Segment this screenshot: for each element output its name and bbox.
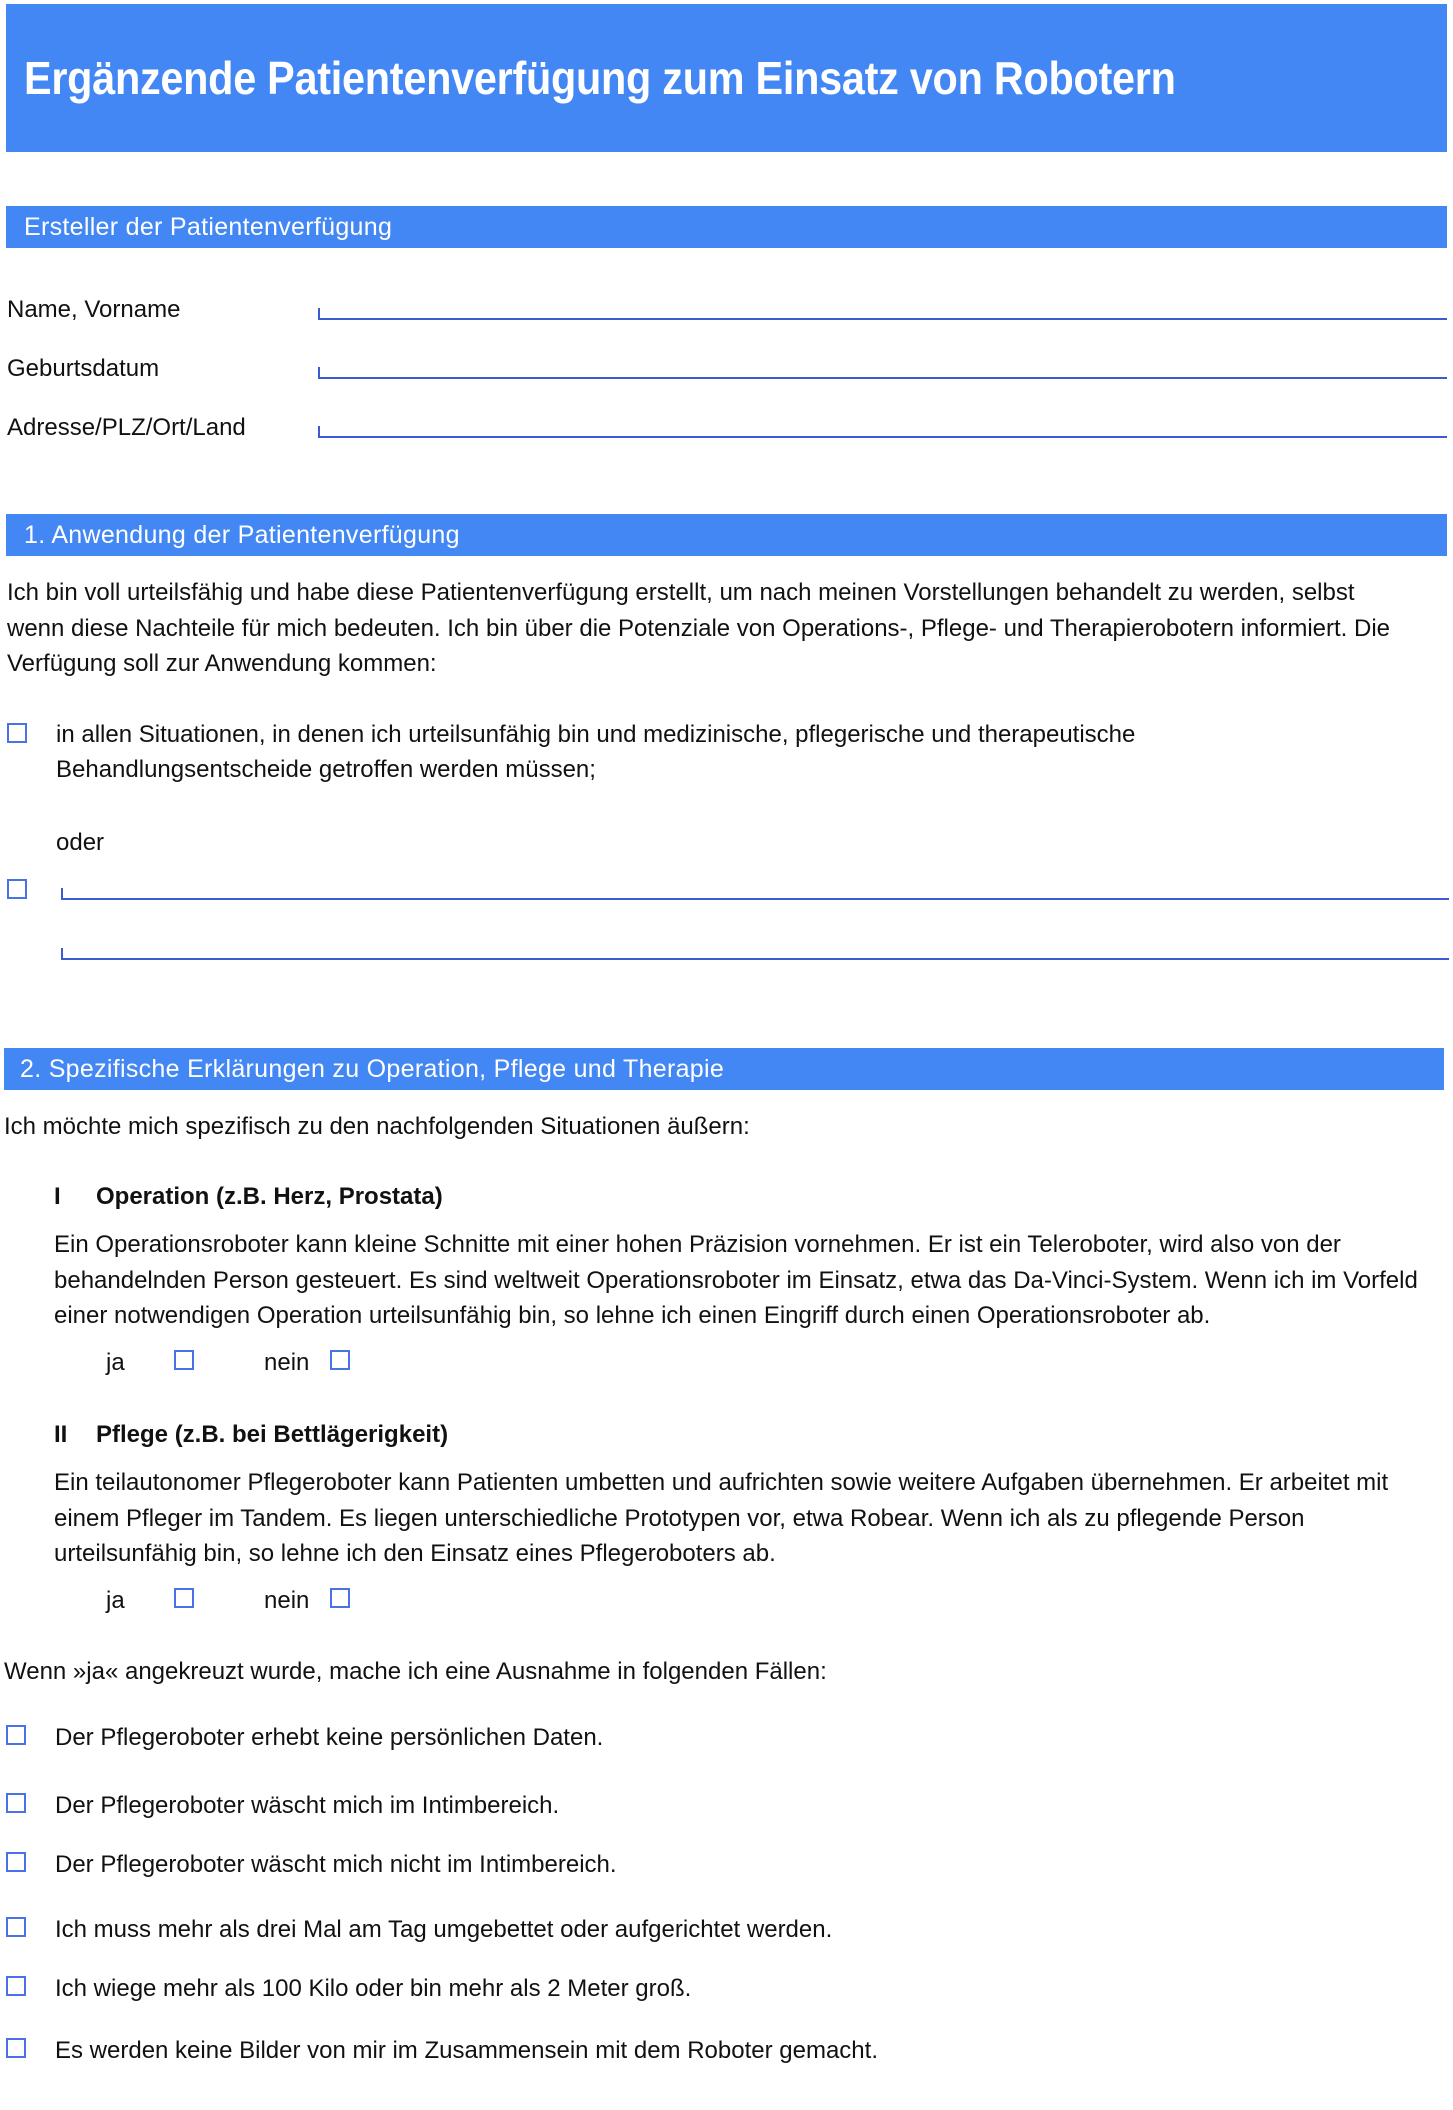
exception-1 bbox=[0, 1720, 1453, 1756]
exception-6 bbox=[0, 2033, 1453, 2069]
exception-checkbox-2[interactable] bbox=[6, 1793, 26, 1813]
option1-text: in allen Situationen, in denen ich urteilsunfähig bin und medizinische, pflegerische und therapeutische Behandlungsentscheide getroffen werden müssen; bbox=[56, 720, 1136, 783]
item2-yes-label: ja bbox=[106, 1586, 125, 1614]
address-row bbox=[0, 410, 1453, 469]
section-heading-creator: Ersteller der Patientenverfügung bbox=[6, 206, 1447, 248]
item2-answer bbox=[0, 1583, 1453, 1619]
exception-text-1: Der Pflegeroboter erhebt keine persönlichen Daten. bbox=[55, 1724, 604, 1751]
item1-yes-label: ja bbox=[106, 1348, 125, 1376]
exception-3 bbox=[0, 1847, 1453, 1883]
section-heading-1: 1. Anwendung der Patientenverfügung bbox=[6, 514, 1447, 556]
exception-checkbox-1[interactable] bbox=[6, 1725, 26, 1745]
option1 bbox=[0, 717, 1453, 788]
option2-field-line2[interactable] bbox=[61, 958, 1449, 960]
item2-no-label: nein bbox=[264, 1586, 310, 1614]
birthdate-label: Geburtsdatum bbox=[7, 355, 160, 382]
item1-answer bbox=[0, 1345, 1453, 1381]
exception-checkbox-6[interactable] bbox=[6, 2038, 26, 2058]
birthdate-row bbox=[0, 351, 1453, 410]
birthdate-field[interactable] bbox=[318, 377, 1447, 379]
exception-text-5: Ich wiege mehr als 100 Kilo oder bin mehr als 2 Meter groß. bbox=[55, 1975, 692, 2002]
exception-text-3: Der Pflegeroboter wäscht mich nicht im Intimbereich. bbox=[55, 1851, 617, 1878]
option2 bbox=[0, 860, 1453, 980]
exception-text-4: Ich muss mehr als drei Mal am Tag umgebettet oder aufgerichtet werden. bbox=[55, 1915, 833, 1943]
exception-text-2: Der Pflegeroboter wäscht mich im Intimbereich. bbox=[55, 1791, 560, 1819]
option2-checkbox[interactable] bbox=[7, 879, 27, 899]
item2-no-checkbox[interactable] bbox=[330, 1588, 350, 1608]
address-label: Adresse/PLZ/Ort/Land bbox=[7, 414, 246, 441]
item1-yes-checkbox[interactable] bbox=[174, 1350, 194, 1370]
exception-checkbox-3[interactable] bbox=[6, 1852, 26, 1872]
item2-yes-checkbox[interactable] bbox=[174, 1588, 194, 1608]
exception-2 bbox=[0, 1788, 1453, 1824]
exception-5 bbox=[0, 1971, 1453, 2007]
address-field[interactable] bbox=[318, 436, 1447, 438]
item1-text: Ein Operationsroboter kann kleine Schnitte mit einer hohen Präzision vornehmen. Er ist ein Teleroboter, wird also von der behandelnden Person gesteuert. Es sind weltweit Operationsroboter im Einsatz, etwa das Da-Vinci-System. Wenn ich im Vorfeld einer notwendigen Operation urteilsunfähig bin, so lehne ich einen Eingriff durch einen Operationsroboter ab. bbox=[54, 1231, 1418, 1329]
exception-checkbox-4[interactable] bbox=[6, 1917, 26, 1937]
exception-4 bbox=[0, 1912, 1453, 1948]
option2-field-line1[interactable] bbox=[61, 898, 1449, 900]
title-banner bbox=[6, 4, 1447, 152]
exception-checkbox-5[interactable] bbox=[6, 1976, 26, 1996]
item1-heading bbox=[0, 1179, 1453, 1215]
item1-title: Operation (z.B. Herz, Prostata) bbox=[96, 1182, 443, 1210]
or-label: oder bbox=[56, 828, 105, 856]
creator-fields bbox=[0, 292, 1453, 469]
item1-no-label: nein bbox=[264, 1348, 310, 1376]
item1-no-checkbox[interactable] bbox=[330, 1350, 350, 1370]
document-title: Ergänzende Patientenverfügung zum Einsatz von Robotern bbox=[24, 51, 1176, 104]
item2-heading bbox=[0, 1417, 1453, 1453]
item2-title: Pflege (z.B. bei Bettlägerigkeit) bbox=[96, 1420, 449, 1448]
name-label: Name, Vorname bbox=[7, 296, 181, 323]
name-row bbox=[0, 292, 1453, 351]
section2-intro: Ich möchte mich spezifisch zu den nachfolgenden Situationen äußern: bbox=[4, 1113, 750, 1140]
section-heading-2: 2. Spezifische Erklärungen zu Operation, Pflege und Therapie bbox=[4, 1048, 1444, 1090]
item2-numeral: II bbox=[54, 1420, 68, 1448]
item2-text: Ein teilautonomer Pflegeroboter kann Patienten umbetten und aufrichten sowie weitere Aufgaben übernehmen. Er arbeitet mit einem Pfleger im Tandem. Es liegen unterschiedliche Prototypen vor, etwa Robear. Wenn ich als zu pflegende Person urteilsunfähig bin, so lehne ich den Einsatz eines Pflegeroboters ab. bbox=[54, 1469, 1389, 1567]
exceptions-intro: Wenn »ja« angekreuzt wurde, mache ich eine Ausnahme in folgenden Fällen: bbox=[4, 1657, 827, 1685]
option1-checkbox[interactable] bbox=[7, 723, 27, 743]
item1-numeral: I bbox=[54, 1182, 61, 1210]
name-field[interactable] bbox=[318, 318, 1447, 320]
section1-intro: Ich bin voll urteilsfähig und habe diese Patientenverfügung erstellt, um nach meinen Vorstellungen behandelt zu werden, selbst wenn diese Nachteile für mich bedeuten. Ich bin über die Potenziale von Operations-, Pflege- und Therapierobotern informiert. Die Verfügung soll zur Anwendung kommen: bbox=[7, 579, 1391, 677]
exception-text-6: Es werden keine Bilder von mir im Zusammensein mit dem Roboter gemacht. bbox=[55, 2036, 878, 2064]
